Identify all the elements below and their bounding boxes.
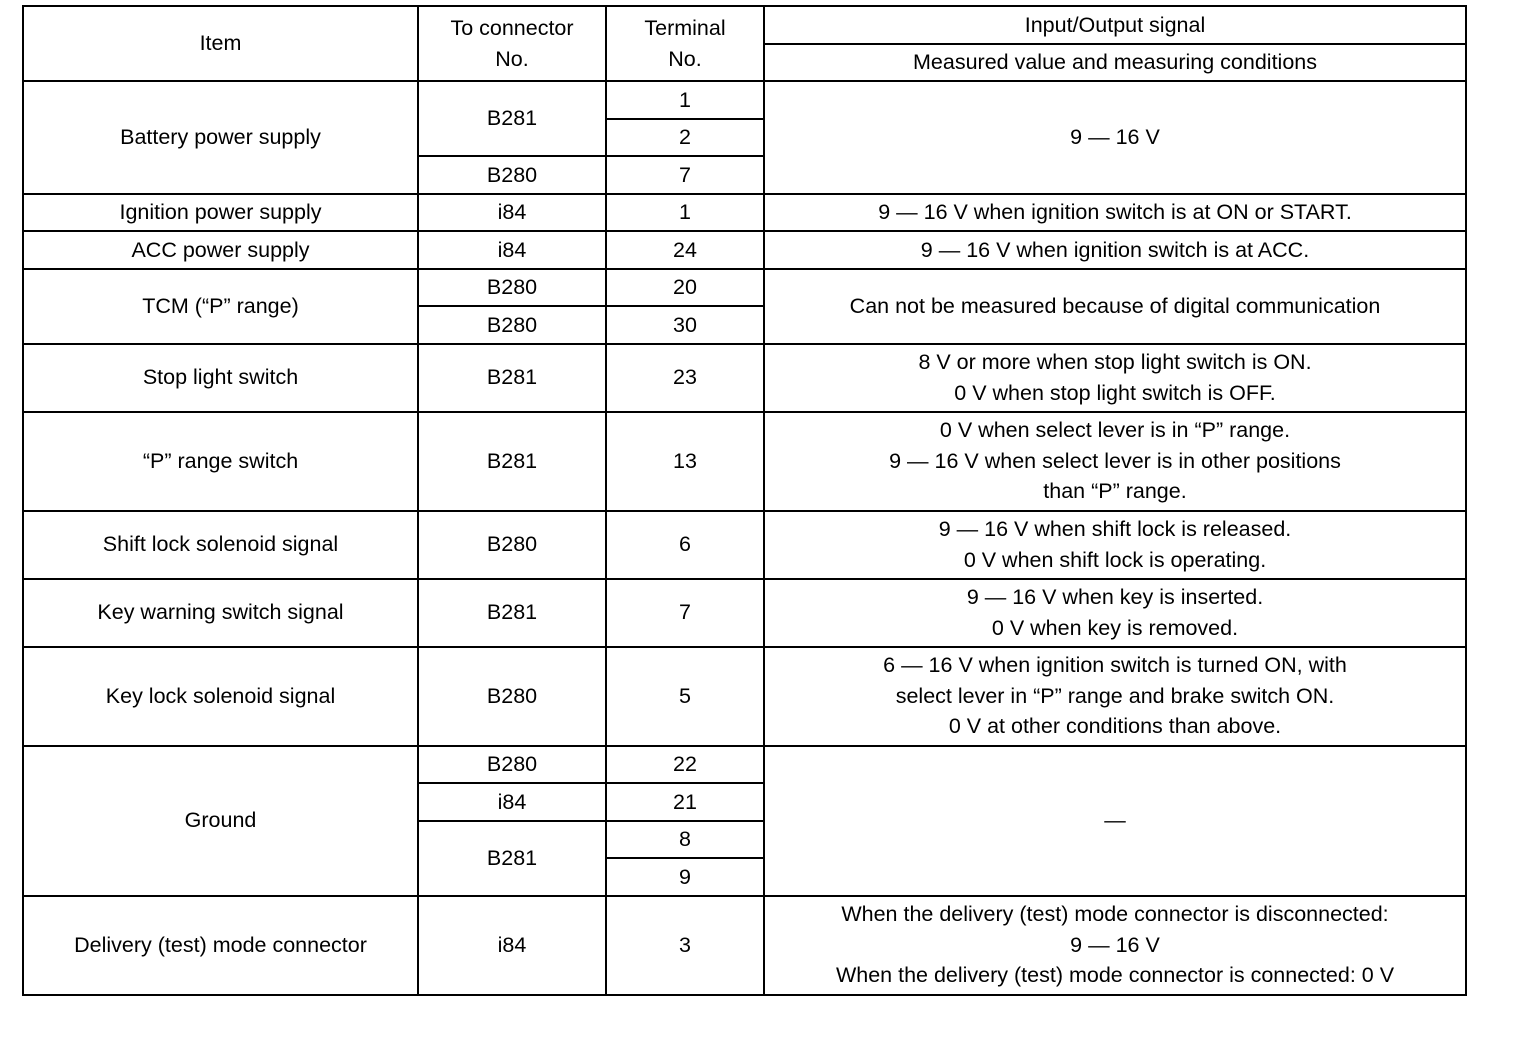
terminal-cell: 1	[606, 194, 764, 232]
value-cell: 9 — 16 V when ignition switch is at ON or START.	[764, 194, 1466, 232]
item-cell: Shift lock solenoid signal	[23, 511, 418, 579]
connector-cell: B281	[418, 81, 606, 156]
table-row	[23, 231, 1466, 269]
connector-cell: B280	[418, 647, 606, 746]
connector-cell: B280	[418, 306, 606, 344]
item-cell: ACC power supply	[23, 231, 418, 269]
table-row	[23, 194, 1466, 232]
terminal-cell: 3	[606, 896, 764, 995]
header-connector: To connector No.	[418, 6, 606, 81]
header-item: Item	[23, 6, 418, 81]
item-cell: Key lock solenoid signal	[23, 647, 418, 746]
value-cell: 8 V or more when stop light switch is ON. 0 V when stop light switch is OFF.	[764, 344, 1466, 412]
value-cell: Can not be measured because of digital communication	[764, 269, 1466, 344]
table-row	[23, 579, 1466, 647]
table-row	[23, 81, 1466, 119]
table-row	[23, 647, 1466, 746]
item-cell: Battery power supply	[23, 81, 418, 194]
connector-cell: B280	[418, 746, 606, 784]
terminal-cell: 9	[606, 858, 764, 896]
value-cell: —	[764, 746, 1466, 896]
terminal-cell: 21	[606, 783, 764, 821]
value-cell: 9 — 16 V when key is inserted. 0 V when key is removed.	[764, 579, 1466, 647]
table-row	[23, 746, 1466, 784]
header-row	[23, 6, 1466, 44]
terminal-cell: 20	[606, 269, 764, 307]
item-cell: Key warning switch signal	[23, 579, 418, 647]
value-cell: 6 — 16 V when ignition switch is turned ON, with select lever in “P” range and brake switch ON. 0 V at other conditions than above.	[764, 647, 1466, 746]
terminal-cell: 1	[606, 81, 764, 119]
connector-cell: B281	[418, 579, 606, 647]
item-cell: Ground	[23, 746, 418, 896]
connector-cell: B280	[418, 511, 606, 579]
item-cell: Ignition power supply	[23, 194, 418, 232]
connector-cell: i84	[418, 194, 606, 232]
terminal-cell: 8	[606, 821, 764, 859]
terminal-cell: 5	[606, 647, 764, 746]
terminal-cell: 7	[606, 156, 764, 194]
connector-cell: i84	[418, 783, 606, 821]
value-cell: 9 — 16 V when ignition switch is at ACC.	[764, 231, 1466, 269]
item-cell: Stop light switch	[23, 344, 418, 412]
item-cell: “P” range switch	[23, 412, 418, 511]
connector-cell: B281	[418, 412, 606, 511]
value-cell: When the delivery (test) mode connector is disconnected: 9 — 16 V When the delivery (test) mode connector is connected: 0 V	[764, 896, 1466, 995]
terminal-cell: 23	[606, 344, 764, 412]
terminal-cell: 30	[606, 306, 764, 344]
value-cell: 9 — 16 V when shift lock is released. 0 V when shift lock is operating.	[764, 511, 1466, 579]
table-row	[23, 511, 1466, 579]
item-cell: Delivery (test) mode connector	[23, 896, 418, 995]
table-row	[23, 896, 1466, 995]
connector-cell: B280	[418, 156, 606, 194]
terminal-cell: 13	[606, 412, 764, 511]
connector-cell: B280	[418, 269, 606, 307]
terminal-cell: 7	[606, 579, 764, 647]
header-terminal: Terminal No.	[606, 6, 764, 81]
header-signal: Input/Output signal	[764, 6, 1466, 44]
terminal-cell: 24	[606, 231, 764, 269]
value-cell: 9 — 16 V	[764, 81, 1466, 194]
terminal-cell: 6	[606, 511, 764, 579]
connector-cell: B281	[418, 344, 606, 412]
table-row	[23, 344, 1466, 412]
terminal-cell: 2	[606, 119, 764, 157]
item-cell: TCM (“P” range)	[23, 269, 418, 344]
connector-cell: B281	[418, 821, 606, 896]
table-row	[23, 412, 1466, 511]
value-cell: 0 V when select lever is in “P” range. 9 — 16 V when select lever is in other positions than “P” range.	[764, 412, 1466, 511]
header-measured: Measured value and measuring conditions	[764, 44, 1466, 82]
terminal-cell: 22	[606, 746, 764, 784]
table-row	[23, 269, 1466, 307]
connector-cell: i84	[418, 231, 606, 269]
terminal-signal-table	[22, 5, 1467, 996]
connector-cell: i84	[418, 896, 606, 995]
